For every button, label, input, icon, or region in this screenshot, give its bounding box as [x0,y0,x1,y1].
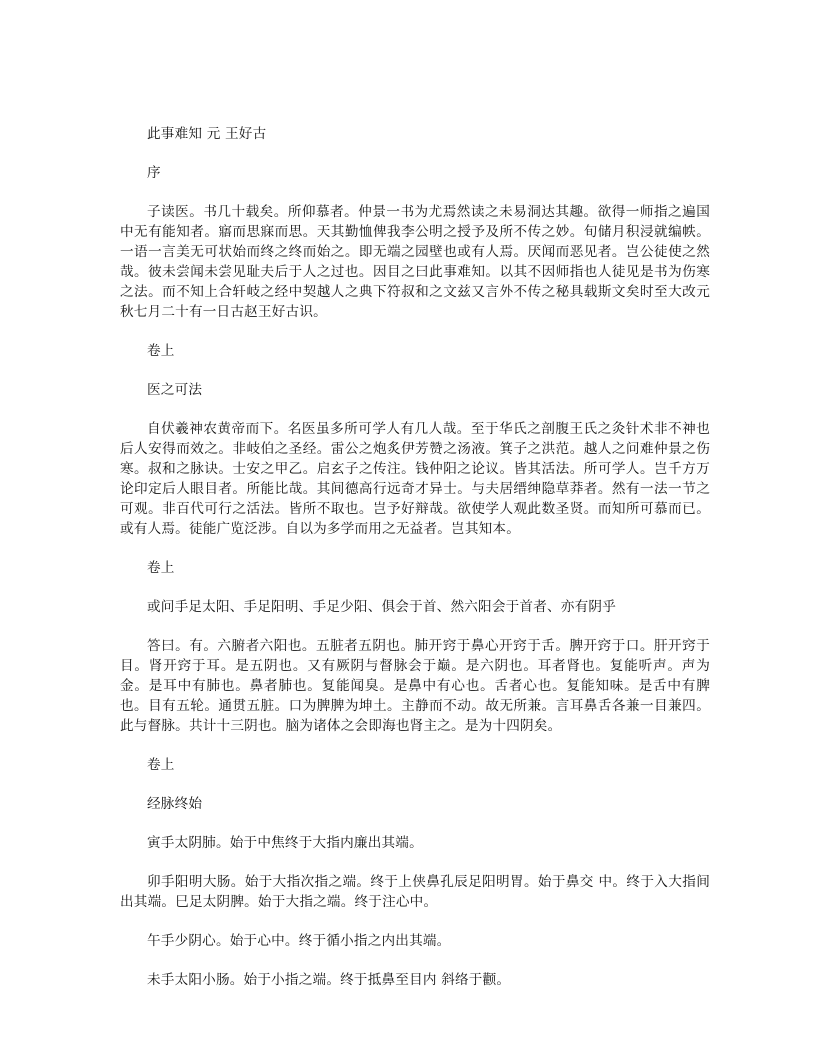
volume-heading: 卷上 [147,560,175,576]
preface-paragraph: 子读医。书几十载矣。所仰慕者。仲景一书为尤焉然读之未易洞达其趣。欲得一师指之遍国中无有能知者。寤而思寐而思。天其勤恤俾我李公明之授予及所不传之妙。旬储月积浸就编帙。一语一言美无可状始而终之终而始之。即无端之园壁也或有人焉。厌闻而恶见者。岂公徒使之然哉。彼未尝闻未尝见耻夫后于人之过也。因目之曰此事难知。以其不因师指也人徒见是书为伤寒之法。而不知上合轩岐之经中契越人之典下符叔和之文兹又言外不传之秘具载斯文矣时至大改元秋七月二十有一日古赵王好古识。 [120,204,710,320]
body-paragraph: 自伏羲神农黄帝而下。名医虽多所可学人有几人哉。至于华氏之剖腹王氏之灸针术非不神也后人安得而效之。非岐伯之圣经。雷公之炮炙伊芳赞之汤液。箕子之洪范。越人之问难仲景之伤寒。叔和之脉诀。士安之甲乙。启玄子之传注。钱仲阳之论议。皆其活法。所可学人。岂千方万论印定后人眼目者。所能比哉。其间德高行远奇才异士。与夫居缙绅隐草莽者。然有一法一节之可观。非百代可行之活法。皆所不取也。岂予好辩哉。欲使学人观此数圣贤。而知所可慕而已。或有人焉。徒能广览泛涉。自以为多学而用之无益者。岂其知本。 [120,421,710,537]
volume-heading: 卷上 [147,343,175,359]
body-paragraph: 午手少阴心。始于心中。终于循小指之内出其端。 [147,933,451,949]
document-body [120,124,710,1009]
section-heading: 经脉终始 [147,796,203,812]
question-paragraph: 或问手足太阳、手足阳明、手足少阳、俱会于首、然六阳会于首者、亦有阴乎 [147,599,616,615]
volume-heading: 卷上 [147,757,175,773]
body-paragraph: 寅手太阴肺。始于中焦终于大指内廉出其端。 [147,835,423,851]
body-paragraph: 未手太阳小肠。始于小指之端。终于抵鼻至目内 斜络于颧。 [147,972,511,988]
body-paragraph: 卯手阳明大肠。始于大指次指之端。终于上侠鼻孔辰足阳明胃。始于鼻交 中。终于入大指间出其端。巳足太阴脾。始于大指之端。终于注心中。 [120,874,710,910]
section-heading-preface: 序 [147,165,161,181]
document-title: 此事难知 元 王好古 [147,126,267,142]
answer-paragraph: 答曰。有。六腑者六阳也。五脏者五阴也。肺开窍于鼻心开窍于舌。脾开窍于口。肝开窍于目。肾开窍于耳。是五阴也。又有厥阴与督脉会于巅。是六阴也。耳者肾也。复能听声。声为金。是耳中有肺也。鼻者肺也。复能闻臭。是鼻中有心也。舌者心也。复能知味。是舌中有脾也。目有五轮。通贯五脏。口为脾脾为坤土。主静而不动。故无所兼。言耳鼻舌各兼一目兼四。此与督脉。共计十三阴也。脑为诸体之会即海也肾主之。是为十四阴矣。 [120,638,710,734]
section-heading: 医之可法 [147,382,203,398]
